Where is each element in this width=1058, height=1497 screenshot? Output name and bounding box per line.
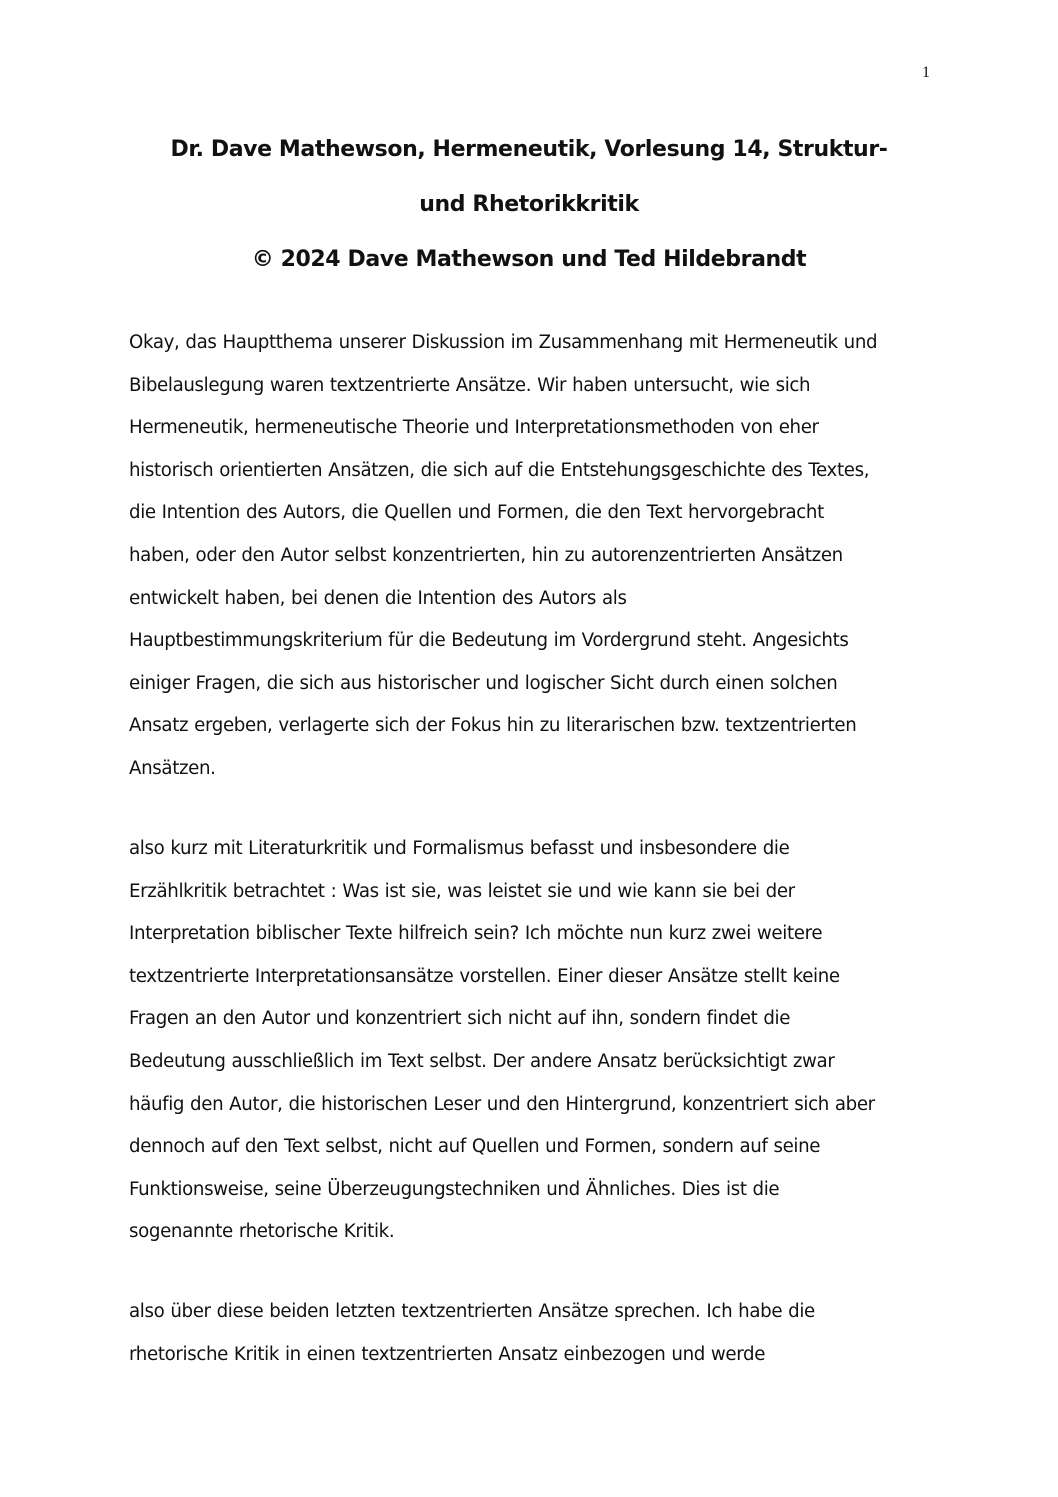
paragraph-2 [129,828,929,1254]
text-line: textzentrierte Interpretationsansätze vorstellen. Einer dieser Ansätze stellt keine [129,965,840,987]
paragraph-3 [129,1291,929,1376]
text-line: häufig den Autor, die historischen Leser und den Hintergrund, konzentriert sich aber [129,1093,875,1115]
text-line: Okay, das Hauptthema unserer Diskussion im Zusammenhang mit Hermeneutik und [129,332,878,353]
copyright-line: © 2024 Dave Mathewson und Ted Hildebrandt [251,247,807,272]
text-line: einiger Fragen, die sich aus historischer und logischer Sicht durch einen solchen [129,672,838,694]
text-line: sogenannte rhetorische Kritik. [129,1221,395,1243]
text-line: die Intention des Autors, die Quellen und Formen, die den Text hervorgebracht [129,502,824,524]
document-title [128,122,930,287]
title-line-1: Dr. Dave Mathewson, Hermeneutik, Vorlesung 14, Struktur- [170,137,888,162]
text-line: Funktionsweise, seine Überzeugungstechniken und Ähnliches. Dies ist die [129,1178,780,1200]
text-line: Bibelauslegung waren textzentrierte Ansätze. Wir haben untersucht, wie sich [129,374,811,396]
text-line: Fragen an den Autor und konzentriert sich nicht auf ihn, sondern findet die [129,1008,791,1030]
text-line: rhetorische Kritik in einen textzentrierten Ansatz einbezogen und werde [129,1343,766,1365]
text-line: haben, oder den Autor selbst konzentrierten, hin zu autorenzentrierten Ansätzen [129,544,843,566]
text-line: Ansätzen. [129,757,216,779]
text-line: entwickelt haben, bei denen die Intention des Autors als [129,587,627,609]
paragraph-1 [129,322,929,791]
text-line: dennoch auf den Text selbst, nicht auf Quellen und Formen, sondern auf seine [129,1136,821,1158]
title-line-2: und Rhetorikkritik [419,192,639,217]
text-line: Bedeutung ausschließlich im Text selbst. Der andere Ansatz berücksichtigt zwar [129,1050,835,1072]
text-line: Hermeneutik, hermeneutische Theorie und Interpretationsmethoden von eher [129,417,819,439]
text-line: historisch orientierten Ansätzen, die sich auf die Entstehungsgeschichte des Textes, [129,459,870,481]
page-number: 1 [922,64,930,81]
text-line: Hauptbestimmungskriterium für die Bedeutung im Vordergrund steht. Angesichts [129,630,849,652]
text-line: also über diese beiden letzten textzentrierten Ansätze sprechen. Ich habe die [129,1301,815,1322]
text-line: Ansatz ergeben, verlagerte sich der Fokus hin zu literarischen bzw. textzentrierten [129,715,857,737]
text-line: also kurz mit Literaturkritik und Formalismus befasst und insbesondere die [129,838,790,859]
text-line: Erzählkritik betrachtet : Was ist sie, was leistet sie und wie kann sie bei der [129,880,795,902]
text-line: Interpretation biblischer Texte hilfreich sein? Ich möchte nun kurz zwei weitere [129,923,823,945]
